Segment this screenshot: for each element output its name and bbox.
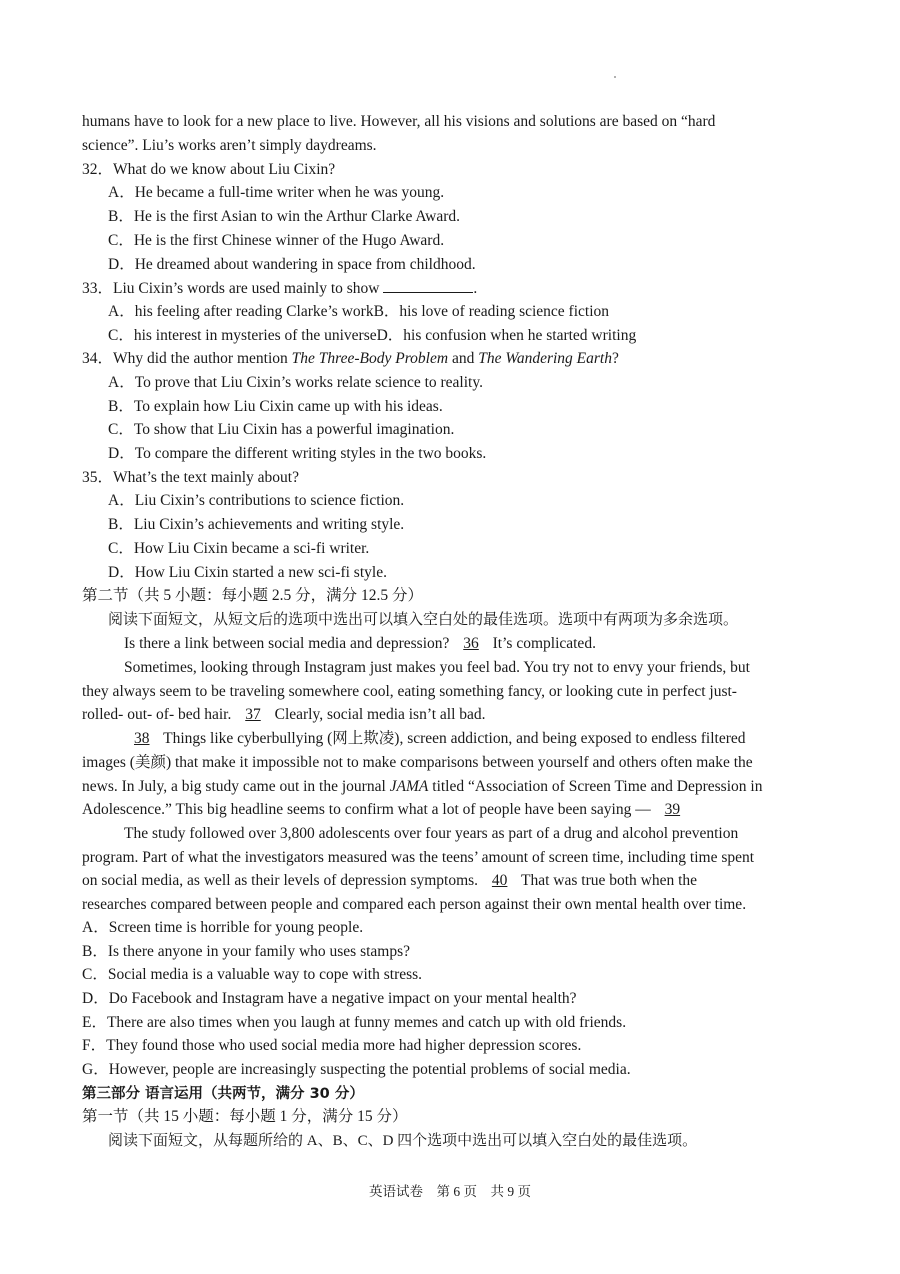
question-33-stem-end: .	[473, 280, 478, 297]
passage-line: science”. Liu’s works aren’t simply daydreams.	[82, 137, 377, 154]
paragraph-text: It’s complicated.	[492, 635, 596, 652]
paragraph-text: rolled- out- of- bed hair.	[82, 706, 232, 723]
paragraph-4-line: researches compared between people and compared each person against their own mental health over time.	[82, 896, 747, 913]
paragraph-text: news. In July, a big study came out in the journal	[82, 778, 390, 795]
option-d: D．Do Facebook and Instagram have a negative impact on your mental health?	[82, 990, 577, 1007]
question-35-option-a: A．Liu Cixin’s contributions to science fiction.	[108, 492, 405, 509]
paragraph-text: on social media, as well as their levels of depression symptoms.	[82, 872, 479, 889]
part-3-heading: 第三部分 语言运用（共两节，满分 30 分）	[82, 1086, 364, 1102]
passage-line: humans have to look for a new place to live. However, all his visions and solutions are based on “hard	[82, 113, 716, 130]
question-33-stem-text: 33．Liu Cixin’s words are used mainly to show	[82, 280, 380, 297]
question-35-option-b: B．Liu Cixin’s achievements and writing style.	[108, 516, 405, 533]
question-34-option-a: A．To prove that Liu Cixin’s works relate science to reality.	[108, 374, 483, 391]
question-34-stem-mid: and	[448, 350, 479, 367]
question-32-option-c: C．He is the first Chinese winner of the Hugo Award.	[108, 232, 445, 249]
paragraph-2-line	[82, 705, 486, 725]
paragraph-3-line	[82, 777, 762, 797]
paragraph-1	[124, 634, 596, 654]
question-32-option-b: B．He is the first Asian to win the Arthur Clarke Award.	[108, 208, 461, 225]
question-34-option-b: B．To explain how Liu Cixin came up with his ideas.	[108, 398, 443, 415]
question-33-options-cd: C．his interest in mysteries of the universeD．his confusion when he started writing	[108, 327, 637, 344]
paragraph-3-line	[124, 729, 746, 749]
question-34-stem	[82, 349, 619, 369]
paragraph-4-line: The study followed over 3,800 adolescents over four years as part of a drug and alcohol prevention	[124, 825, 739, 842]
question-34-option-c: C．To show that Liu Cixin has a powerful imagination.	[108, 421, 455, 438]
section-2-heading: 第二节（共 5 小题：每小题 2.5 分，满分 12.5 分）	[82, 587, 424, 604]
question-32-option-d: D．He dreamed about wandering in space from childhood.	[108, 256, 476, 273]
journal-name: JAMA	[389, 778, 429, 795]
question-32-option-a: A．He became a full-time writer when he was young.	[108, 184, 445, 201]
paragraph-text: Clearly, social media isn’t all bad.	[274, 706, 486, 723]
option-c: C．Social media is a valuable way to cope with stress.	[82, 966, 423, 983]
section-2-instruction: 阅读下面短文，从短文后的选项中选出可以填入空白处的最佳选项。选项中有两项为多余选项。	[108, 612, 739, 628]
paragraph-text: Things like cyberbullying (网上欺凌), screen addiction, and being exposed to endless filtered	[163, 730, 746, 747]
option-a: A．Screen time is horrible for young people.	[82, 919, 364, 936]
scan-speck	[614, 76, 616, 78]
question-35-option-c: C．How Liu Cixin became a sci-fi writer.	[108, 540, 370, 557]
blank-39: 39	[664, 801, 681, 818]
paragraph-4-line: program. Part of what the investigators measured was the teens’ amount of screen time, including time spent	[82, 849, 755, 866]
blank-36: 36	[463, 635, 479, 652]
paragraph-4-line	[82, 871, 697, 891]
question-34-stem-pre: 34．Why did the author mention	[82, 350, 292, 367]
paragraph-2-line: they always seem to be traveling somewhere cool, eating something fancy, or looking cute in perfect just-	[82, 683, 737, 700]
question-33-options-ab: A．his feeling after reading Clarke’s workB．his love of reading science fiction	[108, 303, 610, 320]
paragraph-2-line: Sometimes, looking through Instagram just makes you feel bad. You try not to envy your friends, but	[124, 659, 750, 676]
paragraph-3-line	[82, 800, 690, 820]
book-title: The Wandering Earth	[478, 350, 612, 367]
option-f: F．They found those who used social media more had higher depression scores.	[82, 1037, 582, 1054]
question-34-option-d: D．To compare the different writing styles in the two books.	[108, 445, 487, 462]
question-34-stem-end: ?	[611, 350, 619, 367]
question-35-stem: 35．What’s the text mainly about?	[82, 469, 299, 486]
book-title: The Three-Body Problem	[291, 350, 449, 367]
option-e: E．There are also times when you laugh at funny memes and catch up with old friends.	[82, 1014, 627, 1031]
question-33-stem	[82, 278, 477, 299]
answer-blank	[383, 278, 473, 293]
question-35-option-d: D．How Liu Cixin started a new sci-fi style.	[108, 564, 387, 581]
blank-38: 38	[134, 730, 150, 747]
paragraph-3-line: images (美颜) that make it impossible not to make comparisons between yourself and others often make the	[82, 754, 753, 771]
blank-40: 40	[491, 872, 508, 889]
paragraph-text: titled “Association of Screen Time and Depression in	[428, 778, 763, 795]
part-3-instruction: 阅读下面短文，从每题所给的 A、B、C、D 四个选项中选出可以填入空白处的最佳选项。	[108, 1133, 698, 1149]
part-3-sub-heading: 第一节（共 15 小题：每小题 1 分，满分 15 分）	[82, 1108, 408, 1125]
page-footer: 英语试卷 第 6 页 共 9 页	[369, 1184, 531, 1199]
blank-37: 37	[245, 706, 261, 723]
option-g: G．However, people are increasingly suspecting the potential problems of social media.	[82, 1061, 631, 1078]
paragraph-text: That was true both when the	[521, 872, 698, 889]
paragraph-text: Adolescence.” This big headline seems to confirm what a lot of people have been saying —	[82, 801, 651, 818]
option-b: B．Is there anyone in your family who uses stamps?	[82, 943, 411, 960]
paragraph-text: Is there a link between social media and depression?	[124, 635, 450, 652]
question-32-stem: 32．What do we know about Liu Cixin?	[82, 161, 336, 178]
